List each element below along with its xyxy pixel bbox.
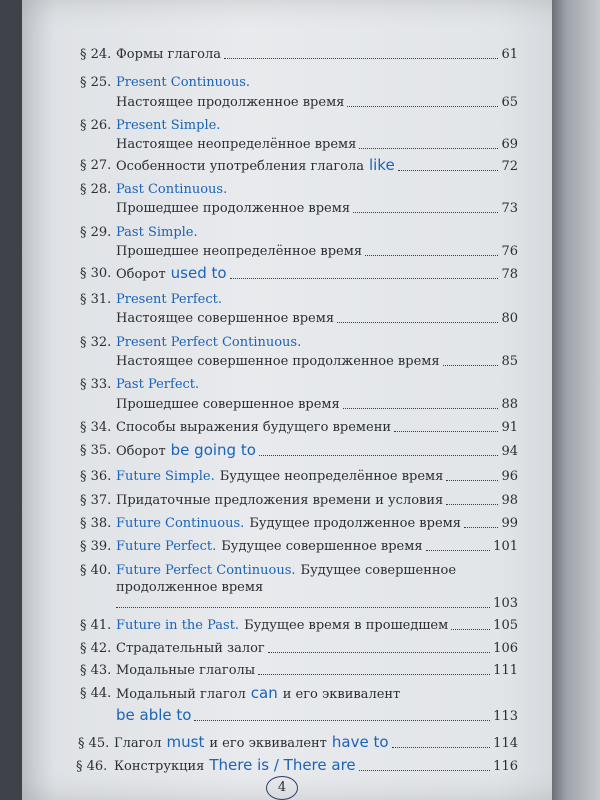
entry-page: 65 xyxy=(501,95,518,110)
entry-page: 111 xyxy=(493,663,518,678)
toc-entry[interactable] xyxy=(116,516,518,531)
entry-title: Модальные глаголы xyxy=(116,663,256,678)
toc-entry[interactable] xyxy=(116,354,518,369)
entry-title: Способы выражения будущего времени xyxy=(116,420,392,435)
section-number: § 40. xyxy=(80,563,112,578)
section-number: § 26. xyxy=(80,118,112,133)
entry-page: 72 xyxy=(501,159,518,174)
toc-entry[interactable] xyxy=(116,420,518,435)
section-number: § 43. xyxy=(80,663,112,678)
toc-entry[interactable] xyxy=(116,663,518,678)
toc-entry[interactable] xyxy=(114,733,518,751)
entry-keyword: like xyxy=(368,156,395,174)
section-number: § 36. xyxy=(80,469,112,484)
section-number: § 29. xyxy=(80,225,112,240)
entry-page: 114 xyxy=(493,736,518,751)
entry-subtitle: Прошедшее совершенное время xyxy=(116,397,340,412)
toc-entry[interactable] xyxy=(116,264,518,282)
entry-subtitle: Настоящее совершенное время xyxy=(116,311,335,326)
entry-title: Оборот xyxy=(116,267,166,282)
entry-title-en: Present Perfect Continuous. xyxy=(116,335,302,350)
section-number: § 46. xyxy=(76,759,108,774)
toc-entry-heading xyxy=(116,684,518,702)
dot-leader xyxy=(446,504,498,505)
entry-title-en: Future Perfect Continuous. xyxy=(116,563,296,578)
toc-entry-heading xyxy=(116,563,518,578)
entry-keyword: used to xyxy=(170,264,227,282)
dot-leader xyxy=(398,170,499,171)
toc-entry[interactable] xyxy=(116,618,518,633)
section-number: § 31. xyxy=(80,292,112,307)
entry-subtitle: Настоящее неопределённое время xyxy=(116,137,357,152)
dot-leader xyxy=(359,148,498,149)
section-number: § 27. xyxy=(80,158,112,173)
entry-subtitle: Прошедшее неопределённое время xyxy=(116,244,363,259)
toc-entry[interactable] xyxy=(116,47,518,62)
entry-title: Будущее продолженное время xyxy=(249,516,461,531)
entry-title: Модальный глагол xyxy=(116,687,246,702)
section-number: § 37. xyxy=(80,493,112,508)
dot-leader xyxy=(258,674,490,675)
entry-title: Будущее время в прошедшем xyxy=(244,618,449,633)
entry-title-en: Future Simple. xyxy=(116,469,215,484)
entry-page: 103 xyxy=(493,596,518,611)
entry-title: Особенности употребления глагола xyxy=(116,159,364,174)
dot-leader xyxy=(359,770,491,771)
entry-title: Будущее совершенное время xyxy=(221,539,423,554)
dot-leader xyxy=(365,255,498,256)
toc-entry[interactable] xyxy=(116,95,518,110)
dot-leader xyxy=(394,431,498,432)
entry-subtitle: Настоящее совершенное продолженное время xyxy=(116,354,440,369)
dot-leader xyxy=(343,408,499,409)
dot-leader xyxy=(426,550,491,551)
toc-entry[interactable] xyxy=(116,137,518,152)
dot-leader xyxy=(224,58,498,59)
entry-page: 98 xyxy=(501,493,518,508)
entry-keyword: have to xyxy=(331,733,389,751)
section-number: § 30. xyxy=(80,266,112,281)
dot-leader xyxy=(353,212,498,213)
dot-leader xyxy=(194,720,490,721)
entry-title: Конструкция xyxy=(114,759,205,774)
dot-leader xyxy=(446,480,498,481)
entry-title: Придаточные предложения времени и условия xyxy=(116,493,444,508)
entry-page: 106 xyxy=(493,641,518,656)
entry-page: 78 xyxy=(501,267,518,282)
entry-keyword: There is / There are xyxy=(209,756,356,774)
entry-title-cont: и его эквивалент xyxy=(209,736,327,751)
dot-leader xyxy=(116,607,490,608)
section-number: § 25. xyxy=(80,75,112,90)
dot-leader xyxy=(268,652,490,653)
toc-entry[interactable] xyxy=(116,311,518,326)
entry-title: Глагол xyxy=(114,736,162,751)
entry-page: 88 xyxy=(501,397,518,412)
toc-entry[interactable] xyxy=(116,641,518,656)
dot-leader xyxy=(392,747,491,748)
entry-keyword: must xyxy=(166,733,205,751)
entry-title: Оборот xyxy=(116,444,166,459)
dot-leader xyxy=(259,455,499,456)
entry-page: 61 xyxy=(501,47,518,62)
dot-leader xyxy=(451,629,490,630)
entry-title-en: Present Continuous. xyxy=(116,75,251,90)
dot-leader xyxy=(230,278,499,279)
page-number: 4 xyxy=(266,776,298,800)
section-number: § 34. xyxy=(80,420,112,435)
entry-page: 99 xyxy=(501,516,518,531)
entry-page: 85 xyxy=(501,354,518,369)
entry-title: Будущее совершенное xyxy=(300,563,457,578)
toc-entry[interactable] xyxy=(116,493,518,508)
entry-title: Формы глагола xyxy=(116,47,221,62)
entry-title-en: Past Perfect. xyxy=(116,377,200,392)
toc-entry[interactable] xyxy=(116,706,518,724)
dot-leader xyxy=(337,322,498,323)
entry-title-cont: и его эквивалент xyxy=(282,687,401,702)
section-number: § 41. xyxy=(80,618,112,633)
section-number: § 33. xyxy=(80,377,112,392)
entry-subtitle: Прошедшее продолженное время xyxy=(116,201,351,216)
entry-title-en: Present Perfect. xyxy=(116,292,222,307)
section-number: § 42. xyxy=(80,641,112,656)
entry-title-en: Future in the Past. xyxy=(116,618,240,633)
entry-page: 91 xyxy=(501,420,518,435)
entry-title: Страдательный залог xyxy=(116,641,265,656)
entry-page: 96 xyxy=(501,469,518,484)
dot-leader xyxy=(443,365,499,366)
section-number: § 45. xyxy=(78,736,110,751)
entry-subtitle: продолженное время xyxy=(116,580,264,595)
section-number: § 44. xyxy=(80,686,112,701)
entry-keyword: be going to xyxy=(170,441,256,459)
section-number: § 32. xyxy=(80,335,112,350)
section-number: § 35. xyxy=(80,443,112,458)
entry-page: 116 xyxy=(493,759,518,774)
entry-subtitle: Настоящее продолженное время xyxy=(116,95,345,110)
entry-page: 76 xyxy=(501,244,518,259)
entry-page: 105 xyxy=(493,618,518,633)
section-number: § 24. xyxy=(80,47,112,62)
entry-title-en: Future Continuous. xyxy=(116,516,245,531)
entry-page: 94 xyxy=(501,444,518,459)
entry-page: 101 xyxy=(493,539,518,554)
entry-title-en: Present Simple. xyxy=(116,118,221,133)
section-number: § 38. xyxy=(80,516,112,531)
toc-entry[interactable] xyxy=(114,756,518,774)
toc-entry[interactable] xyxy=(116,244,518,259)
toc-entry[interactable] xyxy=(116,201,518,216)
entry-title: Будущее неопределённое время xyxy=(219,469,444,484)
toc-entry[interactable] xyxy=(116,596,518,611)
toc-entry[interactable] xyxy=(116,469,518,484)
entry-title-en: Past Continuous. xyxy=(116,182,228,197)
entry-keyword: be able to xyxy=(116,706,192,724)
entry-title-en: Past Simple. xyxy=(116,225,198,240)
entry-page: 113 xyxy=(493,709,518,724)
entry-title-en: Future Perfect. xyxy=(116,539,217,554)
toc-entry[interactable] xyxy=(116,539,518,554)
section-number: § 28. xyxy=(80,182,112,197)
section-number: § 39. xyxy=(80,539,112,554)
entry-page: 80 xyxy=(501,311,518,326)
dot-leader xyxy=(464,527,498,528)
toc-entry[interactable] xyxy=(116,441,518,459)
toc-entry[interactable] xyxy=(116,156,518,174)
entry-page: 73 xyxy=(501,201,518,216)
dot-leader xyxy=(347,106,498,107)
entry-keyword: can xyxy=(250,684,278,702)
entry-page: 69 xyxy=(501,137,518,152)
toc-entry[interactable] xyxy=(116,397,518,412)
